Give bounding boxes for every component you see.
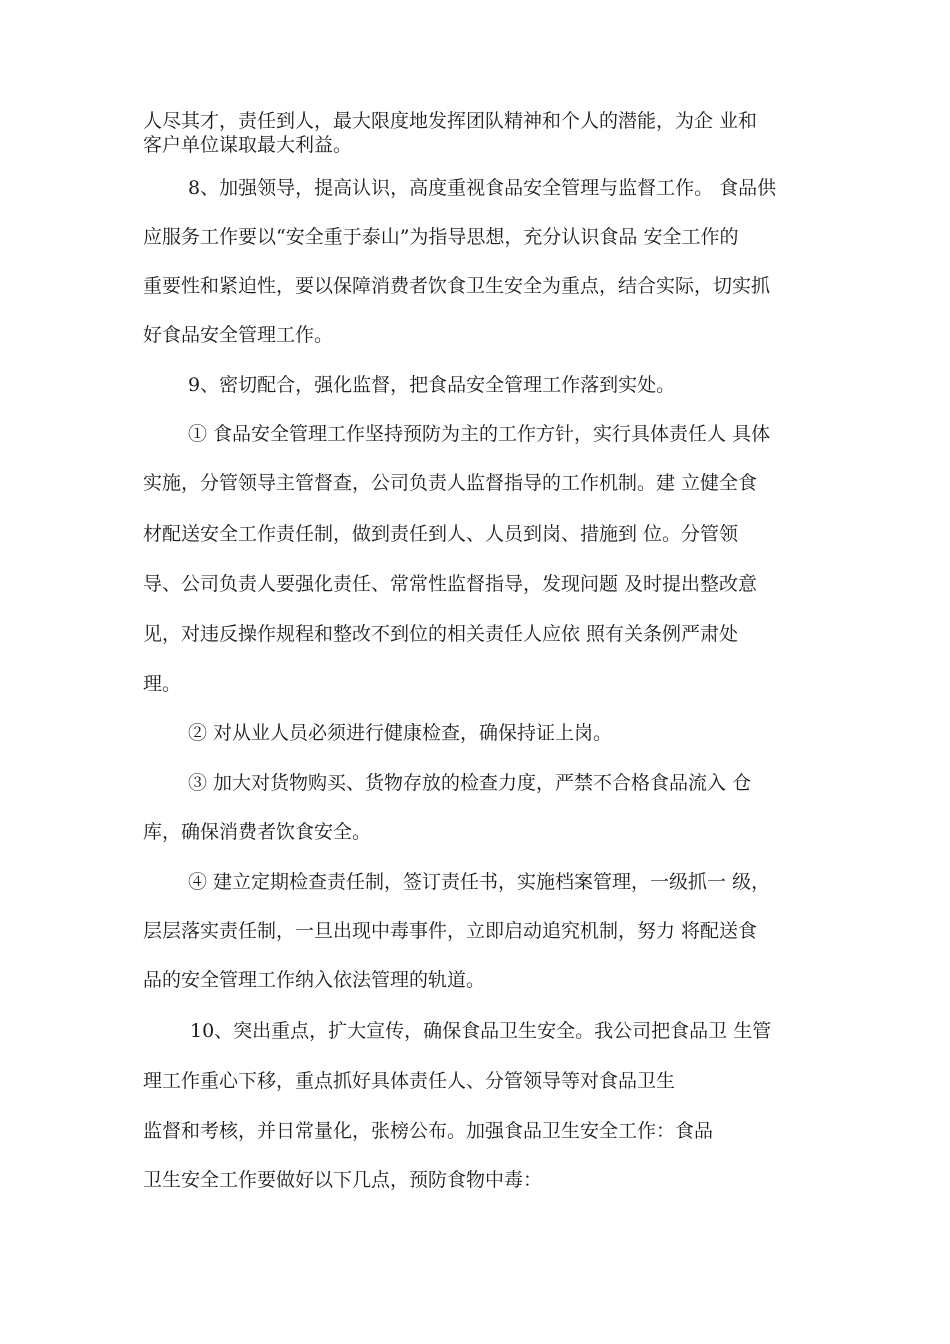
text-line: 实施，分管领导主管督查，公司负责人监督指导的工作机制。建 立健全食 [143, 472, 758, 494]
text-line: 导、公司负责人要强化责任、常常性监督指导，发现问题 及时提出整改意 [143, 573, 758, 595]
text-line: 监督和考核，并日常量化，张榜公布。加强食品卫生安全工作：食品 [143, 1120, 714, 1142]
text-line: 人尽其才，责任到人，最大限度地发挥团队精神和个人的潜能，为企 业和 [143, 110, 758, 132]
paragraph-8-heading: 8、加强领导，提高认识，高度重视食品安全管理与监督工作。 食品供 [188, 177, 777, 199]
text-line: 库，确保消费者饮食安全。 [143, 821, 372, 843]
text-line: 理。 [143, 673, 182, 695]
text-line: 应服务工作要以“安全重于泰山”为指导思想，充分认识食品 安全工作的 [143, 226, 739, 248]
paragraph-9-heading: 9、密切配合，强化监督，把食品安全管理工作落到实处。 [188, 374, 676, 396]
text-line: 理工作重心下移，重点抓好具体责任人、分管领导等对食品卫生 [143, 1070, 676, 1092]
text-line: 层层落实责任制，一旦出现中毒事件，立即启动追究机制，努力 将配送食 [143, 920, 758, 942]
text-line: 好食品安全管理工作。 [143, 324, 334, 346]
text-line: 客户单位谋取最大利益。 [143, 134, 353, 156]
paragraph-10-heading: 10、突出重点，扩大宣传，确保食品卫生安全。我公司把食品卫 生管 [190, 1020, 772, 1042]
text-line: 卫生安全工作要做好以下几点，预防食物中毒： [143, 1169, 543, 1191]
item-1: ① 食品安全管理工作坚持预防为主的工作方针，实行具体责任人 具体 [188, 423, 771, 445]
text-line: 品的安全管理工作纳入依法管理的轨道。 [143, 969, 486, 991]
text-line: 材配送安全工作责任制，做到责任到人、人员到岗、措施到 位。分管领 [143, 523, 739, 545]
item-2: ② 对从业人员必须进行健康检查，确保持证上岗。 [188, 722, 613, 744]
item-4: ④ 建立定期检查责任制，签订责任书，实施档案管理，一级抓一 级， [188, 871, 771, 893]
text-line: 重要性和紧迫性，要以保障消费者饮食卫生安全为重点，结合实际，切实抓 [143, 275, 771, 297]
item-3: ③ 加大对货物购买、货物存放的检查力度，严禁不合格食品流入 仓 [188, 772, 752, 794]
text-line: 见，对违反操作规程和整改不到位的相关责任人应依 照有关条例严肃处 [143, 623, 739, 645]
